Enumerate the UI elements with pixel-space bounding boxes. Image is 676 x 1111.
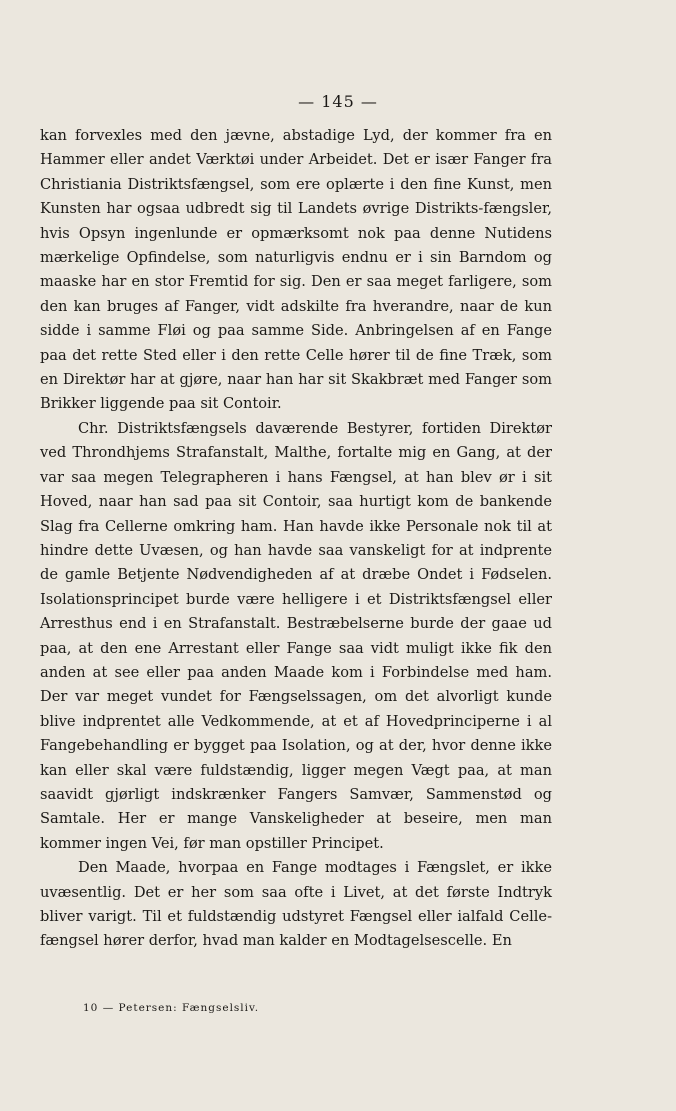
paragraph-2: Chr. Distriktsfængsels daværende Bestyrer, fortiden Direktør ved Throndhjems Strafanstalt, Malthe, fortalte mig en Gang, at der var saa megen Telegrapheren i hans Fængsel, at han blev ør i sit Hoved, naar han sad paa sit Contoir, saa hurtigt kom de bankende Slag fra Cellerne omkring ham. Han havde ikke Personale nok til at hindre dette Uvæsen, og han havde saa vanskeligt for at indprente de gamle Betjente Nødvendigheden af at dræbe Ondet i Fødselen. Isolationsprincipet burde være helligere i et Distriktsfængsel eller Arresthus end i en Strafanstalt. Bestræbelserne burde der gaae ud paa, at den ene Arrestant eller Fange saa vidt muligt ikke fik den anden at see eller paa anden Maade kom i Forbindelse med ham. Der var meget vundet for Fængselssagen, om det alvorligt kunde blive indprentet alle Vedkommende, at et af Hovedprinciperne i al Fangebehandling er bygget paa Isolation, og at der, hvor denne ikke kan eller skal være fuldstændig, ligger megen Vægt paa, at man saavidt gjørligt indskrænker Fangers Samvær, Sammenstød og Samtale. Her er mange Vanskeligheder at beseire, men man kommer ingen Vei, før man opstiller Principet.: [40, 419, 552, 852]
paragraph-3: Den Maade, hvorpaa en Fange modtages i Fængslet, er ikke uvæsentlig. Det er her som saa ofte i Livet, at det første Indtryk bliver varigt. Til et fuldstændig udstyret Fængsel eller ialfald Celle-fængsel hører derfor, hvad man kalder en Modtagelsescelle. En: [40, 859, 552, 950]
page-number: — 145 —: [298, 92, 378, 111]
footer-signature: 10 — Petersen: Fængselsliv.: [83, 1002, 260, 1014]
body-text: [40, 124, 552, 954]
paragraph-1: kan forvexles med den jævne, abstadige Lyd, der kommer fra en Hammer eller andet Værktøi under Arbeidet. Det er især Fanger fra Christiania Distriktsfængsel, som ere oplærte i den fine Kunst, men Kunsten har ogsaa udbredt sig til Landets øvrige Distrikts-fængsler, hvis Opsyn ingenlunde er opmærksomt nok paa denne Nutidens mærkelige Opfindelse, som naturligvis endnu er i sin Barndom og maaske har en stor Fremtid for sig. Den er saa meget farligere, som den kan bruges af Fanger, vidt adskilte fra hverandre, naar de kun sidde i samme Fløi og paa samme Side. Anbringelsen af en Fange paa det rette Sted eller i den rette Celle hører til de fine Træk, som en Direktør har at gjøre, naar han har sit Skakbræt med Fanger som Brikker liggende paa sit Contoir.: [40, 127, 552, 413]
